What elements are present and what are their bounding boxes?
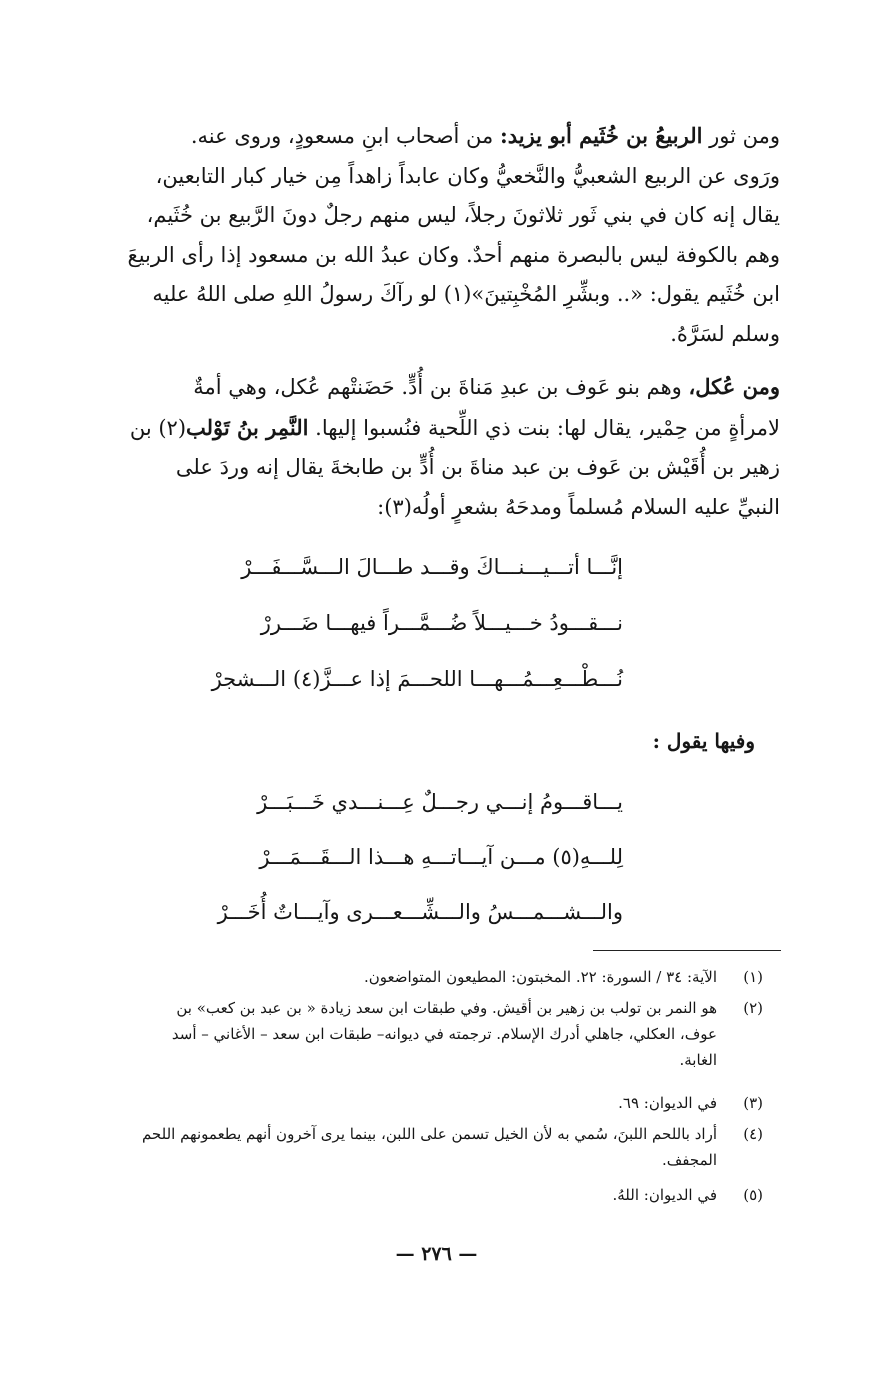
- footnote-text: [96, 995, 717, 1073]
- verse-line: نـــقـــودُ خـــيـــلاً ضُـــمَّـــراً فيهـــا ضَـــررْ: [260, 611, 623, 635]
- footnote-text: [96, 1121, 717, 1173]
- footnote-line: الغابة.: [679, 1051, 717, 1069]
- text-segment: ورَوى عن الربيع الشعبيُّ والنَّخعيُّ وكان عابداً زاهداً مِن خيار كبار التابعين،: [155, 163, 780, 188]
- footnote: [96, 964, 763, 990]
- paragraph-line: [100, 448, 780, 488]
- footnote-number: (١): [743, 968, 763, 986]
- verse-line: يـــاقـــومُ إنـــي رجـــلٌ عِـــنـــدي خَـــبَـــرْ: [257, 790, 623, 814]
- paragraph-line: [100, 196, 780, 236]
- text-segment: ومن ثور: [702, 124, 780, 148]
- footnote-text: [96, 1182, 717, 1208]
- footnote-number: (٥): [743, 1186, 763, 1204]
- text-segment: لامرأةٍ من حِمْير، يقال لها: بنت ذي اللِّحية فنُسبوا إليها.: [308, 415, 780, 440]
- text-segment: النبيِّ عليه السلام مُسلماً ومدحَهُ بشعرٍ أولُه(٣):: [377, 494, 780, 519]
- footnote-text: [96, 1090, 717, 1116]
- footnote-line: في الديوان: اللهُ.: [612, 1186, 717, 1204]
- footnote-line: في الديوان: ٦٩.: [618, 1094, 717, 1112]
- footnote-line: المجفف.: [662, 1151, 717, 1169]
- text-segment: من أصحاب ابنِ مسعودٍ، وروى عنه.: [190, 124, 500, 148]
- verse-heading: وفيها يقول :: [652, 729, 755, 753]
- paragraph-rabi-ibn-khuthaym: [100, 116, 780, 354]
- footnote-separator: [593, 950, 781, 951]
- page-number: — ٢٧٦ —: [395, 1243, 478, 1265]
- paragraph-line: [100, 315, 780, 355]
- text-segment: يقال إنه كان في بني ثَور ثلاثونَ رجلاً، ليس منهم رجلٌ دونَ الرَّبيع بن خُثَيم،: [146, 203, 780, 227]
- verse-line: نُـــطْـــعِـــمُـــهـــا اللحـــمَ إذا عـــزَّ(٤) الـــشجرْ: [211, 667, 623, 691]
- footnote-text: [96, 964, 717, 990]
- text-segment: وهم بالكوفة ليس بالبصرة منهم أحدٌ. وكان عبدُ الله بن مسعود إذا رأى الربيعَ: [127, 242, 780, 267]
- paragraph-line: [100, 367, 780, 408]
- footnote-number: (٤): [743, 1125, 763, 1143]
- paragraph-line: [100, 275, 780, 315]
- footnote: [96, 1121, 763, 1173]
- footnote-line: أراد باللحم اللبنَ، سُمي به لأن الخيل تسمن على اللبن، بينما يرى آخرون أنهم يطعمونهم اللحم: [141, 1125, 717, 1143]
- text-segment: وسلم لسَرَّهُ.: [670, 321, 780, 346]
- footnote-number: (٢): [743, 999, 763, 1017]
- footnote: [96, 1182, 763, 1208]
- footnote-number: (٣): [743, 1094, 763, 1112]
- footnote-line: الآية: ٣٤ / السورة: ٢٢. المخبتون: المطيعون المتواضعون.: [363, 968, 717, 986]
- text-segment: وهم بنو عَوف بن عبدِ مَناةَ بن أُدٍّ. حَضَنتْهم عُكل، وهي أمةٌ: [193, 375, 689, 399]
- verse-line: إنَّـــا أتـــيـــنـــاكَ وقـــد طـــالَ الـــسَّـــفَـــرْ: [241, 555, 623, 579]
- text-segment: زهير بن أُقَيْش بن عَوف بن عبد مناةَ بن أُدٍّ بن طابخةَ يقال إنه وردَ على: [175, 455, 780, 479]
- paragraph-ukl: [100, 367, 780, 527]
- paragraph-line: [100, 116, 780, 157]
- footnote: [96, 995, 763, 1073]
- bold-name: الربيعُ بن خُثَيم أبو يزيد:: [499, 123, 703, 148]
- footnote-line: هو النمر بن تولب بن زهير بن أقيش. وفي طبقات ابن سعد زيادة « بن عبد بن كعب» بن: [176, 999, 717, 1017]
- footnote: [96, 1090, 763, 1116]
- bold-name: ومن عُكل،: [688, 374, 780, 399]
- text-segment: ابن خُثَيم يقول: «.. وبشِّرِ المُخْبِتينَ»(١) لو رآكَ رسولُ اللهِ صلى اللهُ عليه: [152, 282, 780, 306]
- bold-name: النَّمِر بنُ تَوْلب: [186, 414, 309, 440]
- text-segment: (٢) بن: [129, 415, 187, 440]
- paragraph-line: [100, 488, 780, 528]
- footnote-line: عوف، العكلي، جاهلي أدرك الإسلام. ترجمته في ديوانه– طبقات ابن سعد – الأغاني – أسد: [171, 1025, 717, 1043]
- verse-line: لِلـــهِ(٥) مـــن آيـــاتـــهِ هـــذا الـــقَـــمَـــرْ: [259, 845, 623, 869]
- verse-line: والـــشـــمـــسُ والـــشِّـــعـــرى وآيـــاتٌ أُخَـــرْ: [217, 900, 623, 924]
- paragraph-line: [100, 157, 780, 197]
- paragraph-line: [100, 408, 780, 449]
- paragraph-line: [100, 236, 780, 276]
